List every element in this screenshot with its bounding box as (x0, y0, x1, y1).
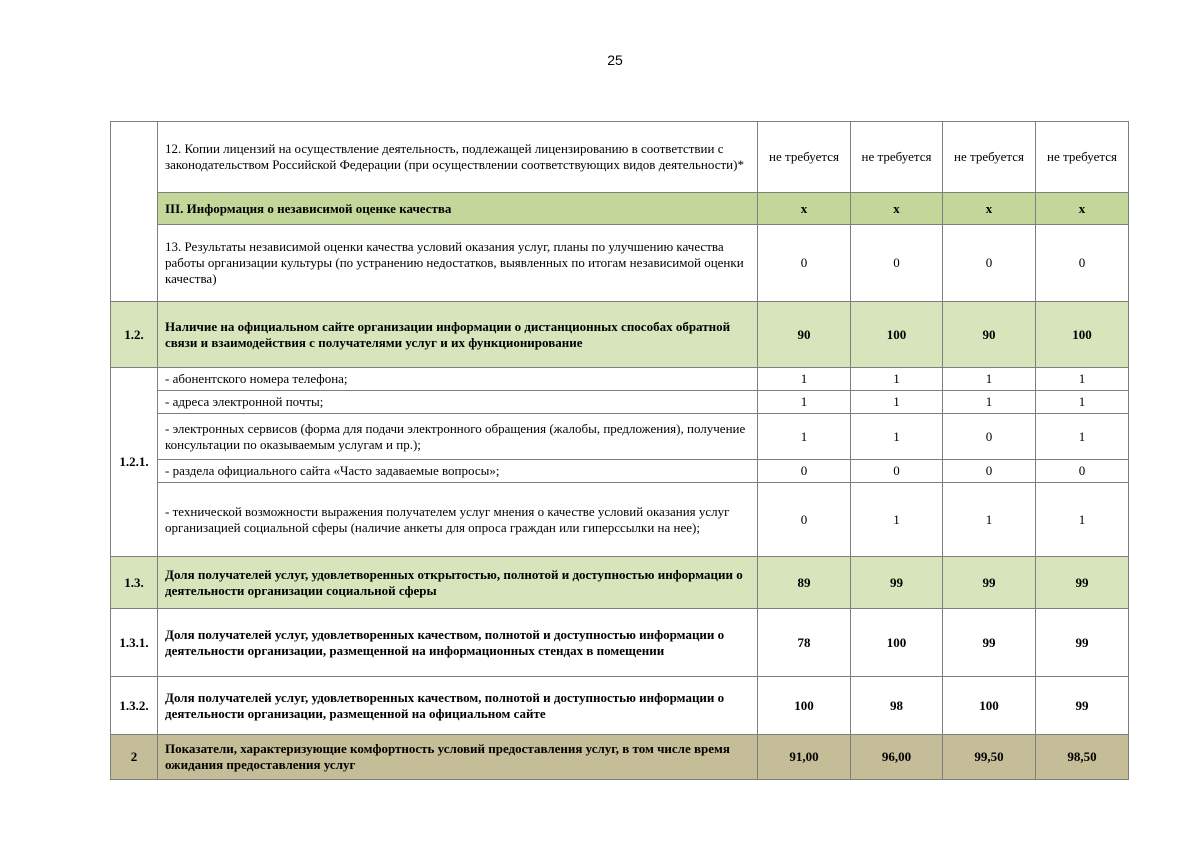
value-cell: 89 (758, 557, 851, 609)
table-row (111, 483, 1129, 557)
value-cell: 1 (943, 483, 1036, 557)
table-row (111, 677, 1129, 735)
value-cell: х (1036, 193, 1129, 225)
row-number-cell (111, 122, 158, 302)
row-description: - адреса электронной почты; (158, 391, 758, 414)
row-description: - технической возможности выражения получателем услуг мнения о качестве условий оказания услуг организацией социальной сферы (наличие анкеты для опроса граждан или гиперссылки на нее); (158, 483, 758, 557)
value-cell: 1 (758, 414, 851, 460)
value-cell: 100 (758, 677, 851, 735)
value-cell: 1 (851, 368, 943, 391)
row-description: - раздела официального сайта «Часто задаваемые вопросы»; (158, 460, 758, 483)
value-cell: 99 (1036, 609, 1129, 677)
value-cell: 1 (1036, 391, 1129, 414)
page-number: 25 (607, 52, 623, 68)
value-cell: 0 (758, 483, 851, 557)
table-row (111, 609, 1129, 677)
row-description: Доля получателей услуг, удовлетворенных открытостью, полнотой и доступностью информации о деятельности организации социальной сферы (158, 557, 758, 609)
value-cell: х (758, 193, 851, 225)
value-cell: 1 (758, 391, 851, 414)
row-description: 12. Копии лицензий на осуществление деятельность, подлежащей лицензированию в соответствии с законодательством Российской Федерации (при осуществлении соответствующих видов деятельности)* (158, 122, 758, 193)
value-cell: не требуется (758, 122, 851, 193)
row-description: Наличие на официальном сайте организации информации о дистанционных способах обратной связи и взаимодействия с получателями услуг и их функционирование (158, 302, 758, 368)
value-cell: 0 (758, 225, 851, 302)
value-cell: 91,00 (758, 735, 851, 780)
section-heading: III. Информация о независимой оценке качества (158, 193, 758, 225)
value-cell: 0 (943, 225, 1036, 302)
value-cell: 100 (1036, 302, 1129, 368)
value-cell: 96,00 (851, 735, 943, 780)
value-cell: не требуется (943, 122, 1036, 193)
value-cell: 78 (758, 609, 851, 677)
value-cell: 99 (1036, 677, 1129, 735)
value-cell: 1 (851, 483, 943, 557)
table-row (111, 122, 1129, 193)
row-description: - электронных сервисов (форма для подачи электронного обращения (жалобы, предложения), получение консультации по оказываемым услугам и пр.); (158, 414, 758, 460)
table-row (111, 557, 1129, 609)
row-description: - абонентского номера телефона; (158, 368, 758, 391)
table-row (111, 414, 1129, 460)
value-cell: 100 (943, 677, 1036, 735)
table-row (111, 302, 1129, 368)
value-cell: 1 (851, 414, 943, 460)
value-cell: 99 (851, 557, 943, 609)
value-cell: 100 (851, 302, 943, 368)
value-cell: х (943, 193, 1036, 225)
table-row (111, 368, 1129, 391)
value-cell: 1 (943, 368, 1036, 391)
table-row (111, 460, 1129, 483)
value-cell: 0 (1036, 460, 1129, 483)
value-cell: 99 (1036, 557, 1129, 609)
value-cell: 1 (851, 391, 943, 414)
value-cell: 98 (851, 677, 943, 735)
value-cell: 90 (758, 302, 851, 368)
value-cell: 90 (943, 302, 1036, 368)
value-cell: не требуется (851, 122, 943, 193)
row-description: Показатели, характеризующие комфортность условий предоставления услуг, в том числе время ожидания предоставления услуг (158, 735, 758, 780)
row-number: 1.3.1. (111, 609, 158, 677)
table-row (111, 735, 1129, 780)
value-cell: 1 (1036, 368, 1129, 391)
table-row (111, 391, 1129, 414)
table-row (111, 225, 1129, 302)
value-cell: 99 (943, 609, 1036, 677)
value-cell: 0 (851, 460, 943, 483)
value-cell: 0 (851, 225, 943, 302)
value-cell: 100 (851, 609, 943, 677)
row-number: 1.2.1. (111, 368, 158, 557)
value-cell: 0 (943, 414, 1036, 460)
table-row (111, 193, 1129, 225)
value-cell: не требуется (1036, 122, 1129, 193)
value-cell: 0 (943, 460, 1036, 483)
value-cell: 0 (758, 460, 851, 483)
row-number: 1.3.2. (111, 677, 158, 735)
report-table (110, 121, 1129, 780)
row-description: Доля получателей услуг, удовлетворенных качеством, полнотой и доступностью информации о деятельности организации, размещенной на информационных стендах в помещении (158, 609, 758, 677)
row-number: 1.2. (111, 302, 158, 368)
value-cell: 0 (1036, 225, 1129, 302)
value-cell: 1 (758, 368, 851, 391)
value-cell: 1 (943, 391, 1036, 414)
value-cell: 99 (943, 557, 1036, 609)
value-cell: 1 (1036, 414, 1129, 460)
row-number: 2 (111, 735, 158, 780)
value-cell: 98,50 (1036, 735, 1129, 780)
value-cell: 1 (1036, 483, 1129, 557)
value-cell: х (851, 193, 943, 225)
value-cell: 99,50 (943, 735, 1036, 780)
row-description: 13. Результаты независимой оценки качества условий оказания услуг, планы по улучшению качества работы организации культуры (по устранению недостатков, выявленных по итогам независимой оценки качества) (158, 225, 758, 302)
row-description: Доля получателей услуг, удовлетворенных качеством, полнотой и доступностью информации о деятельности организации, размещенной на официальном сайте (158, 677, 758, 735)
row-number: 1.3. (111, 557, 158, 609)
